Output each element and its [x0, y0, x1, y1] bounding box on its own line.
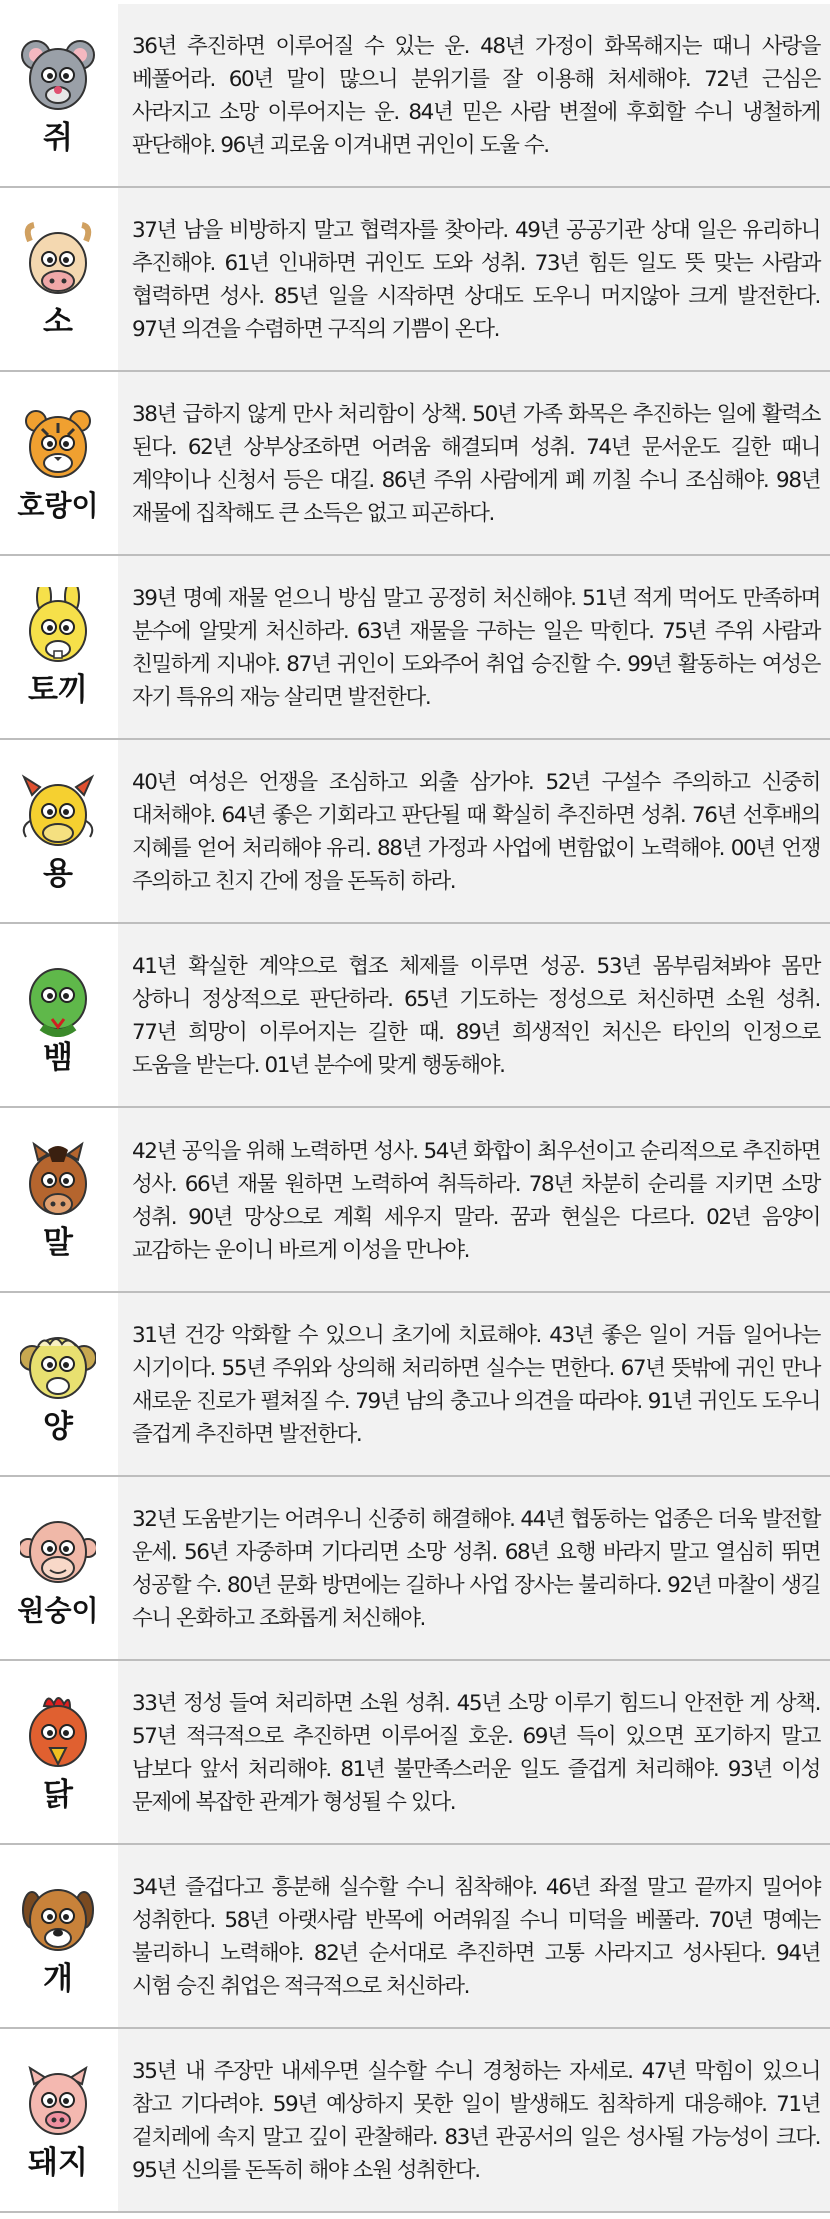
rat-face-icon: [20, 35, 96, 117]
fortune-text: 38년 급하지 않게 만사 처리함이 상책. 50년 가족 화목은 추진하는 일에 활력소 된다. 62년 상부상조하면 어려움 해결되며 성취. 74년 문서운도 길한 때니 계약이나 신청서 등은 대길. 86년 주위 사람에게 폐 끼칠 수니 조심해야. 98년 재물에 집착해도 큰 소득은 없고 피곤하다.: [132, 402, 820, 527]
fortune-cell: [118, 1477, 830, 1659]
animal-cell: [0, 4, 118, 186]
zodiac-row: [0, 1291, 830, 1475]
fortune-text: 35년 내 주장만 내세우면 실수할 수니 경청하는 자세로. 47년 막힘이 있으니 참고 기다려야. 59년 예상하지 못한 일이 발생해도 침착하게 대응해야. 71년 겉치레에 속지 말고 깊이 관찰해라. 83년 관공서의 일은 성사될 가능성이 크다. 95년 신의를 돈독히 해야 소원 성취한다.: [132, 2058, 820, 2183]
fortune-cell: [118, 188, 830, 370]
animal-name: 원숭이: [17, 1593, 99, 1627]
zodiac-row: [0, 1659, 830, 1843]
fortune-cell: [118, 1845, 830, 2027]
fortune-cell: [118, 372, 830, 554]
rabbit-face-icon: [20, 587, 96, 669]
zodiac-row: [0, 738, 830, 922]
fortune-text: 36년 추진하면 이루어질 수 있는 운. 48년 가정이 화목해지는 때니 사랑을 베풀어라. 60년 말이 많으니 분위기를 잘 이용해 처세해야. 72년 근심은 사라지고 소망 이루어지는 운. 84년 믿은 사람 변절에 후회할 수니 냉철하게 판단해야. 96년 괴로움 이겨내면 귀인이 도울 수.: [132, 34, 820, 159]
animal-name: 개: [43, 1960, 73, 1997]
animal-name: 닭: [43, 1776, 73, 1813]
fortune-text: 39년 명예 재물 얻으니 방심 말고 공정히 처신해야. 51년 적게 먹어도 만족하며 분수에 알맞게 처신하라. 63년 재물을 구하는 일은 막힌다. 75년 주위 사람과 친밀하게 지내야. 87년 귀인이 도와주어 취업 승진할 수. 99년 활동하는 여성은 자기 특유의 재능 살리면 발전한다.: [132, 586, 820, 711]
animal-cell: [0, 556, 118, 738]
zodiac-row: [0, 186, 830, 370]
animal-name: 쥐: [43, 120, 73, 157]
fortune-text: 37년 남을 비방하지 말고 협력자를 찾아라. 49년 공공기관 상대 일은 유리하니 추진해야. 61년 인내하면 귀인도 도와 성취. 73년 힘든 일도 뜻 맞는 사람과 협력하면 성사. 85년 일을 시작하면 상대도 도우니 머지않아 크게 발전한다. 97년 의견을 수렴하면 구직의 기쁨이 온다.: [132, 218, 820, 343]
ox-face-icon: [20, 219, 96, 301]
fortune-cell: [118, 924, 830, 1106]
fortune-cell: [118, 2029, 830, 2211]
animal-cell: [0, 1661, 118, 1843]
animal-cell: [0, 1845, 118, 2027]
zodiac-row: [0, 4, 830, 186]
animal-cell: [0, 1108, 118, 1290]
animal-name: 용: [43, 856, 73, 893]
animal-cell: [0, 372, 118, 554]
zodiac-row: [0, 1475, 830, 1659]
dragon-face-icon: [20, 771, 96, 853]
fortune-cell: [118, 740, 830, 922]
animal-name: 소: [43, 304, 73, 341]
animal-cell: [0, 1477, 118, 1659]
fortune-cell: [118, 4, 830, 186]
dog-face-icon: [20, 1876, 96, 1958]
animal-name: 양: [43, 1408, 73, 1445]
zodiac-row: [0, 554, 830, 738]
animal-name: 토끼: [28, 672, 88, 709]
fortune-text: 34년 즐겁다고 흥분해 실수할 수니 침착해야. 46년 좌절 말고 끝까지 밀어야 성취한다. 58년 아랫사람 반목에 어려워질 수니 미덕을 베풀라. 70년 명예는 불리하니 노력해야. 82년 순서대로 추진하면 고통 사라지고 성사된다. 94년 시험 승진 취업은 적극적으로 처신하라.: [132, 1874, 820, 1999]
fortune-text: 33년 정성 들여 처리하면 소원 성취. 45년 소망 이루기 힘드니 안전한 게 상책. 57년 적극적으로 추진하면 이루어질 호운. 69년 득이 있으면 포기하지 말고 남보다 앞서 처리해야. 81년 불만족스러운 일도 즐겁게 처리해야. 93년 이성 문제에 복잡한 관계가 형성될 수 있다.: [132, 1690, 820, 1815]
horse-face-icon: [20, 1140, 96, 1222]
animal-name: 호랑이: [17, 489, 99, 523]
zodiac-row: [0, 922, 830, 1106]
animal-name: 돼지: [28, 2144, 88, 2181]
zodiac-row: [0, 2027, 830, 2213]
fortune-text: 31년 건강 악화할 수 있으니 초기에 치료해야. 43년 좋은 일이 거듭 일어나는 시기이다. 55년 주위와 상의해 처리하면 실수는 면한다. 67년 뜻밖에 귀인 만나 새로운 진로가 펼쳐질 수. 79년 남의 충고나 의견을 따라야. 91년 귀인도 도우니 즐겁게 추진하면 발전한다.: [132, 1322, 820, 1447]
animal-name: 말: [43, 1224, 73, 1261]
zodiac-row: [0, 370, 830, 554]
fortune-text: 32년 도움받기는 어려우니 신중히 해결해야. 44년 협동하는 업종은 더욱 발전할 운세. 56년 자중하며 기다리면 소망 성취. 68년 요행 바라지 말고 열심히 뛰면 성공할 수. 80년 문화 방면에는 길하나 사업 장사는 불리하다. 92년 마찰이 생길 수니 온화하고 조화롭게 처신해야.: [132, 1506, 820, 1631]
zodiac-row: [0, 1106, 830, 1290]
sheep-face-icon: [20, 1324, 96, 1406]
rooster-face-icon: [20, 1692, 96, 1774]
monkey-face-icon: [20, 1508, 96, 1590]
animal-cell: [0, 188, 118, 370]
fortune-text: 41년 확실한 계약으로 협조 체제를 이루면 성공. 53년 몸부림쳐봐야 몸만 상하니 정상적으로 판단하라. 65년 기도하는 정성으로 처신하면 소원 성취. 77년 희망이 이루어지는 길한 때. 89년 희생적인 처신은 타인의 인정으로 도움을 받는다. 01년 분수에 맞게 행동해야.: [132, 954, 820, 1079]
tiger-face-icon: [20, 403, 96, 485]
fortune-text: 42년 공익을 위해 노력하면 성사. 54년 화합이 최우선이고 순리적으로 추진하면 성사. 66년 재물 원하면 노력하여 취득하라. 78년 차분히 순리를 지키면 소망 성취. 90년 망상으로 계획 세우지 말라. 꿈과 현실은 다르다. 02년 음양이 교감하는 운이니 바르게 이성을 만나야.: [132, 1138, 820, 1263]
animal-cell: [0, 1293, 118, 1475]
animal-cell: [0, 924, 118, 1106]
snake-face-icon: [20, 955, 96, 1037]
fortune-cell: [118, 1293, 830, 1475]
fortune-text: 40년 여성은 언쟁을 조심하고 외출 삼가야. 52년 구설수 주의하고 신중히 대처해야. 64년 좋은 기회라고 판단될 때 확실히 추진하면 성취. 76년 선후배의 지혜를 얻어 처리해야 유리. 88년 가정과 사업에 변함없이 노력해야. 00년 언쟁 주의하고 친지 간에 정을 돈독히 하라.: [132, 770, 820, 895]
animal-cell: [0, 740, 118, 922]
animal-name: 뱀: [43, 1040, 73, 1077]
fortune-cell: [118, 556, 830, 738]
zodiac-row: [0, 1843, 830, 2027]
fortune-cell: [118, 1661, 830, 1843]
pig-face-icon: [20, 2060, 96, 2142]
fortune-cell: [118, 1108, 830, 1290]
animal-cell: [0, 2029, 118, 2211]
